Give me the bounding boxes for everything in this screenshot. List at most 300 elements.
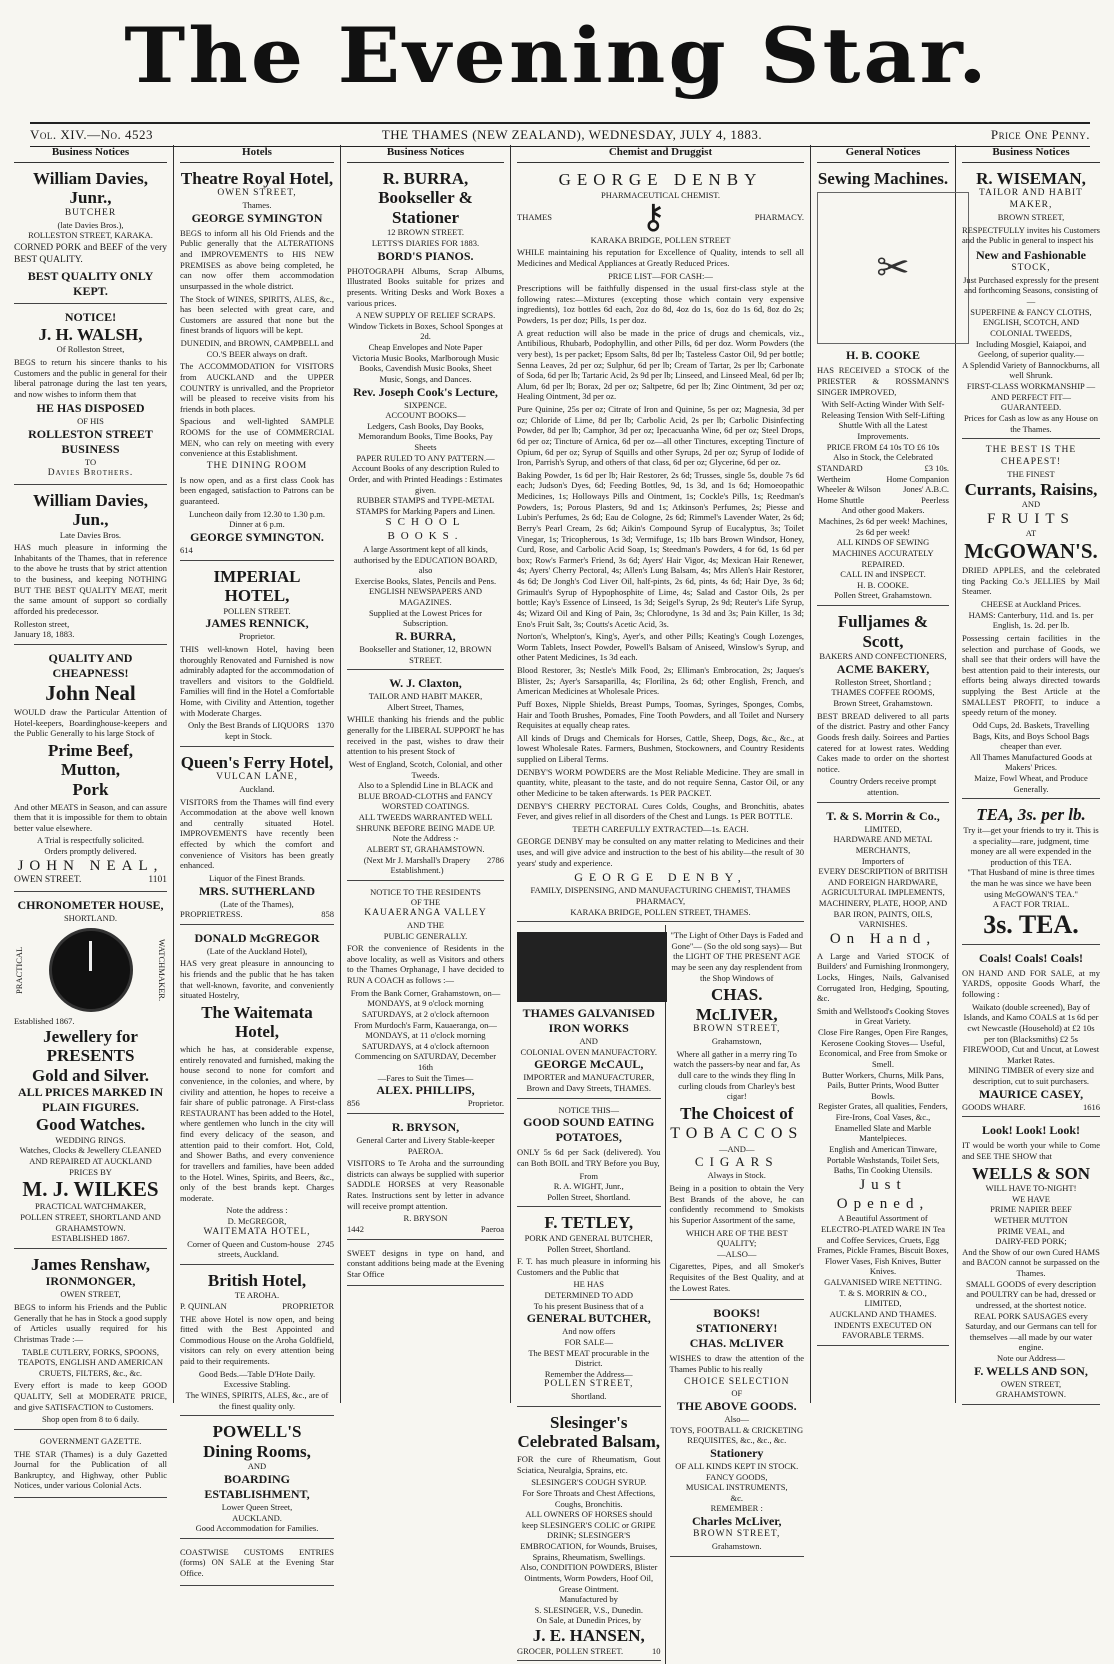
ad-line: KAUAERANGA VALLEY xyxy=(364,908,487,919)
ad-line: AT xyxy=(1025,528,1037,539)
ad-number: 10 xyxy=(652,1645,661,1656)
ad-line: Jones' A.B.C. xyxy=(903,484,949,495)
ad-line: On Hand, xyxy=(829,930,937,947)
ad-name: William Davies, Jun., xyxy=(33,490,148,530)
ad-heading: Coals! Coals! Coals! xyxy=(979,950,1083,965)
ad-number: 2786 xyxy=(487,854,504,865)
ad-wj-claxton xyxy=(347,673,504,881)
ad-body: The Stock of WINES, SPIRITS, ALES, &c., has been selected with great care, and Customers are assured that none but the finest brands of liquors will be kept. xyxy=(180,293,334,336)
split-row xyxy=(517,925,804,1664)
ad-line: BROWN STREET, xyxy=(693,1024,781,1035)
ad-line: CIGARS xyxy=(694,1154,779,1170)
ad-line: THE FINEST xyxy=(1007,468,1055,479)
dateline: THE THAMES (NEW ZEALAND), WEDNESDAY, JULY 4, 1883. xyxy=(381,127,763,142)
ad-sewing-machines xyxy=(817,166,949,606)
issue-info-bar xyxy=(30,122,1090,147)
ad-name: POWELL'S xyxy=(212,1422,302,1442)
ad-line: ALBERT ST, GRAHAMSTOWN. xyxy=(366,843,485,854)
ad-line: FOR SALE— xyxy=(564,1336,613,1347)
ad-line: FANCY GOODS, xyxy=(706,1471,768,1482)
ad-line: PHARMACY. xyxy=(754,212,804,223)
ad-line: 3s. TEA. xyxy=(983,909,1079,939)
ad-line: JAMES RENNICK, xyxy=(205,616,309,631)
ad-line: Late Davies Bros. xyxy=(59,529,122,540)
ad-line: BROWN STREET, xyxy=(693,1529,781,1540)
ad-body: WHILE thanking his friends and the public generally for the LIBERAL SUPPORT he has received in the past, wishes to draw their attention to his present Stock of xyxy=(347,714,504,757)
ad-line: The BEST MEAT procurable in the District. xyxy=(528,1347,650,1369)
ad-line: West of England, Scotch, Colonial, and other Tweeds. xyxy=(348,758,503,780)
ad-body: Every effort is made to keep GOOD QUALITY, Sell at MODERATE PRICE, and give SATISFACTION to Customers. xyxy=(14,1380,167,1412)
ad-william-davies xyxy=(14,166,167,304)
ad-line: STANDARD xyxy=(817,462,863,473)
ad-line: AND xyxy=(1021,499,1041,510)
ad-body: FOR the cure of Rheumatism, Gout Sciatica, Neuralgia, Sprains, etc. xyxy=(517,1454,661,1475)
ad-line: Watches, Clocks & Jewellery CLEANED AND REPAIRED AT AUCKLAND PRICES BY xyxy=(19,1145,162,1177)
ad-number: 1616 xyxy=(1083,1101,1100,1112)
ad-line: And other good Makers. xyxy=(841,505,925,516)
ad-line: SLESINGER'S COUGH SYRUP. xyxy=(531,1477,647,1488)
ad-body: Cigarettes, Pipes, and all Smoker's Requisites of the Best Quality, and at the Lowest Rates. xyxy=(669,1261,804,1293)
ad-line: —Fares to Suit the Times— xyxy=(377,1072,474,1083)
ad-line: PHARMACEUTICAL CHEMIST. xyxy=(600,190,720,200)
ad-line: A Trial is respectfully solicited. xyxy=(37,835,144,846)
ad-line: Home Companion xyxy=(886,473,949,484)
ad-line: Pork xyxy=(72,779,109,799)
ad-line: REAL PORK SAUSAGES every Saturday, and our Germans can tell for themselves —all made by our water engine. xyxy=(965,1310,1097,1353)
ad-line: Mutton, xyxy=(60,760,121,780)
ad-heading: Look! Look! Look! xyxy=(981,1123,1081,1138)
ad-line: The WINES, SPIRITS, ALES, &c., are of the finest quality only. xyxy=(185,1389,329,1411)
ad-line: TEA, 3s. per lb. xyxy=(976,805,1086,825)
ad-body: Being in a position to obtain the Very Best Brands of the above, he can confidently recommend to Smokists his Superior Assortment of the same, xyxy=(669,1183,804,1225)
ad-line: Currants, Raisins, xyxy=(964,479,1098,499)
ad-line: GOODS WHARF. xyxy=(962,1101,1026,1112)
ad-name: Slesinger's Celebrated Balsam, xyxy=(517,1412,661,1452)
ad-line: Prime Beef, xyxy=(48,740,133,760)
ad-line: Just Purchased expressly for the present and forthcoming Seasons, consisting of— xyxy=(963,274,1099,307)
ad-line: Jewellery for PRESENTS xyxy=(43,1026,138,1066)
ad-powells-dining-rooms xyxy=(180,1419,334,1539)
ad-line: GENERAL BUTCHER, xyxy=(526,1311,651,1326)
ad-slesinger-balsam xyxy=(517,1410,661,1661)
ad-body: RESPECTFULLY invites his Customers and the Public in general to inspect his xyxy=(962,224,1100,246)
column-heading: Chemist and Druggist xyxy=(517,145,804,163)
ad-line: PROPRIETRESS. xyxy=(180,909,243,920)
ad-body: which he has, at considerable expense, entirely renovated and furnished, making the house second to none for comfort and convenience, in the colonies, and where, by civility and attention, he hopes to receive a fair share of public patronage. A First-class RESTAURANT has been added to the Hotel, where gentlemen who lunch in the city will find every delicacy of the season, and attention paid to their comfort. Hot, Cold, and Shower Baths, and every convenience for travellers and families, have been added to the Hotel. Wines, Spirits, and Beers, &c., only of the best brands kept. Charges moderate. xyxy=(180,1044,334,1203)
ad-line: For Sore Throats and Chest Affections, Coughs, Bronchitis. xyxy=(522,1487,656,1509)
column-1 xyxy=(8,145,174,1491)
ad-line: Pollen Street, Shortland. xyxy=(547,1243,631,1254)
ad-theatre-royal-hotel xyxy=(180,166,334,561)
ad-line: POLLEN STREET. xyxy=(223,605,291,616)
ad-line: Butter Workers, Churns, Milk Pans, Pails, Butter Prints, Wood Butter Bowls. xyxy=(822,1069,944,1101)
ad-heading: NOTICE! xyxy=(64,309,117,324)
ad-line: HARDWARE AND METAL MERCHANTS, xyxy=(833,834,933,855)
ad-line: THE DINING ROOM xyxy=(206,460,308,471)
ad-r-wiseman xyxy=(962,166,1100,439)
ad-side-label: WATCHMAKER. xyxy=(157,938,167,1001)
ad-line: Waikato (double screened), Bay of Islands, and Kamo COALS at 1s 6d per cwt Newcastle (Household) at £2 10s per ton (Blacksmiths) £2 5s xyxy=(963,1001,1099,1044)
ad-line: Machines, 2s 6d per week! Machines, 2s 6d per week! xyxy=(818,516,948,537)
ad-body: GEORGE DENBY may be consulted on any matter relating to Medicines and their uses, and will give advice and instruction to the best of his ability—the result of 30 years' study and experience. xyxy=(517,836,804,868)
ad-body: HAS RECEIVED a STOCK of the PRIESTER & ROSSMANN'S SINGER IMPROVED, xyxy=(817,365,949,397)
ad-line: WETHER MUTTON xyxy=(994,1214,1068,1225)
ad-line: GOOD SOUND EATING POTATOES, xyxy=(523,1115,655,1145)
column-6 xyxy=(956,145,1106,1403)
ad-body: F. T. has much pleasure in informing his Customers and the Public that xyxy=(517,1256,661,1277)
ad-line: Albert Street, Thames, xyxy=(387,701,464,712)
ad-line: ROLLESTON STREET BUSINESS xyxy=(28,427,153,457)
column-4 xyxy=(511,145,811,1656)
ad-line: COLONIAL OVEN MANUFACTORY. xyxy=(520,1046,657,1057)
ad-line: GRAHAMSTOWN. xyxy=(996,1389,1066,1400)
ad-body: ONLY 5s 6d per Sack (delivered). You can Both BOIL and TRY Before you Buy, xyxy=(517,1147,661,1168)
ad-line: AND xyxy=(247,1461,267,1472)
ad-line: CHEESE at Auckland Prices. xyxy=(980,599,1082,610)
ad-line: SCHOOL BOOKS. xyxy=(385,516,466,543)
ad-sign: F. WELLS AND SON, xyxy=(974,1363,1088,1378)
ad-line: Country Orders receive prompt attention. xyxy=(829,776,937,798)
masthead xyxy=(0,0,1114,112)
ad-sign: T. & S. MORRIN & CO., xyxy=(839,1287,927,1298)
ad-imperial-hotel xyxy=(180,564,334,747)
ad-line: Register Grates, all qualities, Fenders, Fire-Irons, Coal Vases, &c., Enamelled Slate and Marble Mantelpieces. xyxy=(818,1101,948,1144)
ad-line: ALL KINDS OF SEWING MACHINES ACCURATELY REPAIRED. xyxy=(832,537,934,569)
ad-body: THE above Hotel is now open, and being fitted with the Best Appointed and Commodious House on the Aroha Goldfield, visitors can rely on every attention being paid to their requirements. xyxy=(180,1313,334,1367)
ad-line: Thames. xyxy=(242,200,272,211)
ad-line: SHORTLAND. xyxy=(63,913,118,924)
ad-line: Importers of xyxy=(861,855,905,866)
ad-body: THE STAR (Thames) is a duly Gazetted Journal for the Publication of all Bankruptcy, and Highway, other Public Notices, under various Colonial Acts. xyxy=(14,1448,167,1491)
ad-thames-iron-works xyxy=(517,925,661,1099)
ad-line: OWEN STREET. xyxy=(14,875,82,886)
ad-body: HAS very great pleasure in announcing to his friends and the public that he has taken that well-known, favorite, and conveniently situated Hostelry, xyxy=(180,958,334,1001)
ad-line: VULCAN LANE, xyxy=(216,772,298,783)
ad-line: DUNEDIN, and BROWN, CAMPBELL and CO.'S BEER always on draft. xyxy=(180,338,334,359)
ad-line: GEORGE SYMINGTON xyxy=(191,210,323,225)
ad-body: Blood Restorer, 3s; Nestle's Milk Food, 2s; Elliman's Embrocation, 2s; Jaques's Blister, 2s; Ayer's Sarsaparilla, 4s; Florilina, 2s 6d; other English, French, and American Medicines at Wholesale Prices. xyxy=(517,665,804,697)
ad-body: VISITORS from the Thames will find every Accommodation at the above well known and centrally situated Hotel. IMPROVEMENTS have recently been effected by which the comfort and convenience of Visitors has been greatly enhanced. xyxy=(180,796,334,871)
ad-line: Note our Address— xyxy=(997,1353,1065,1364)
ad-line: TO xyxy=(84,457,97,468)
ad-line: Always in Stock. xyxy=(707,1170,766,1181)
ad-line: Ledgers, Cash Books, Day Books, Memorandum Books, Time Books, Pay Sheets xyxy=(358,420,493,453)
ad-number: 2745 xyxy=(317,1238,334,1249)
ad-line: Established 1867. xyxy=(14,1015,75,1026)
ad-body: HAS much pleasure in informing the Inhabitants of the Thames, that in reference to the above he trusts that by strict attention to the business, and keeping NOTHING BUT THE BEST QUALITY MEAT, merit the same amount of support so cordially afforded his predecessor. xyxy=(14,542,167,616)
ad-number: 1442 xyxy=(347,1223,364,1234)
ad-body: A great reduction will also be made in the price of drugs and chemicals, viz., Antibilious, Rhubarb, Podophyllin, and other Pills, 6d per doz. Worm Powders (the very best), 1s per packet; Epsom Salts, 8d per lb; Tasteless Castor Oil, 9d per bottle; Senna Leaves, 2d per oz; Sulphur, 6d per lb; Cream of Tartar, 2s per lb; Carbonate of Soda, 6d per lb; Tartaric Acid, 2s 9d per lb; Linseed, and Linseed Meal, 6d per lb; Alum, 6d per lb; Borax, 2d per oz; Saltpetre, 6d per lb; Zinc Ointment, 3d per oz; Healing Ointment, 3d per oz. xyxy=(517,327,804,402)
ad-line: ALL PRICES MARKED IN PLAIN FIGURES. xyxy=(17,1085,164,1115)
ad-line: BROWN STREET, xyxy=(997,212,1065,223)
stove-illustration xyxy=(517,932,667,1002)
ad-heading: THE BEST IS THE CHEAPEST! xyxy=(985,445,1077,468)
sewing-machine-illustration: ✂ xyxy=(817,192,969,344)
ad-name: The Waitemata Hotel, xyxy=(201,1002,313,1042)
ad-line: HE HAS DISPOSED xyxy=(36,401,145,416)
ad-sign: R. BURRA, xyxy=(395,628,456,643)
ad-body: Is now open, and as a first class Cook has been engaged, satisfaction to Patrons can be guaranteed. xyxy=(180,474,334,507)
ad-line: MUSICAL INSTRUMENTS, xyxy=(685,1482,788,1493)
ad-body: SWEET designs in type on hand, and constant additions being made at the Evening Star Office xyxy=(347,1247,504,1279)
ad-line: AUCKLAND. xyxy=(232,1512,282,1523)
ad-line: Liquor of the Finest Brands. xyxy=(208,872,306,883)
ad-sign: Charles McLiver, xyxy=(691,1514,782,1529)
ad-line: Orders promptly delivered. xyxy=(44,846,137,857)
ad-chas-mcliver-tobacco xyxy=(670,925,805,1300)
ad-line: MINING TIMBER of every size and description, cut to suit purchasers. xyxy=(968,1065,1094,1087)
ad-line: Proprietor. xyxy=(467,1098,504,1109)
ad-fulljames-scott xyxy=(817,609,949,803)
ad-body: COASTWISE CUSTOMS ENTRIES (forms) ON SALE at the Evening Star Office. xyxy=(180,1546,334,1579)
ad-line: Good Accommodation for Families. xyxy=(195,1523,319,1534)
ad-name: British Hotel, xyxy=(207,1270,307,1290)
ad-line: WE HAVE xyxy=(1012,1193,1050,1204)
ad-line: (Late of the Thames), xyxy=(220,898,294,909)
ad-line: PRICE FROM £4 10s TO £6 10s xyxy=(826,441,940,452)
ad-line: From Murdoch's Farm, Kauaeranga, on— MONDAYS, at 11 o'clock morning SATURDAYS, at 4 o'clock afternoon Commencing on SATURDAY, December 16th xyxy=(354,1019,497,1073)
ad-line: OF ALL KINDS KEPT IN STOCK. xyxy=(675,1460,799,1471)
ad-body: VISITORS to Te Aroha and the surrounding districts can always be supplied with superior SADDLE HORSES at very Reasonable Rates. Instructions sent by letter in advance will receive prompt attention. xyxy=(347,1158,504,1211)
ad-line: ACCOUNT BOOKS— xyxy=(385,410,466,421)
ad-line: Corner of Queen and Custom-house streets, Auckland. xyxy=(187,1238,310,1260)
ad-body: The ACCOMMODATION for VISITORS from AUCKLAND and the UPPER COUNTRY is unrivalled, and the Proprietor will be pleased to receive visits from his friends in both places. xyxy=(180,361,334,414)
ad-heading: PRICE LIST—FOR CASH:— xyxy=(608,270,713,281)
ad-line: Prices for Cash as low as any House on the Thames. xyxy=(963,412,1099,434)
ad-line: Smith and Wellstood's Cooking Stoves in Great Variety. xyxy=(817,1005,949,1027)
ad-line: General Carter and Livery Stable-keeper PAEROA. xyxy=(356,1134,495,1156)
ad-line: Maize, Fowl Wheat, and Produce Generally. xyxy=(974,773,1088,794)
ad-name: THAMES GALVANISED IRON WORKS xyxy=(522,1006,655,1036)
ad-line: BAKERS AND CONFECTIONERS, xyxy=(819,651,947,662)
ad-chas-mcliver-books xyxy=(670,1303,805,1556)
ad-body: Baking Powder, 1s 6d per lb; Hair Restorer, 2s 6d; Trusses, single 5s, double 7s 6d each; Judson's Dyes, 6d; Feeding Bottles, 9d, 1s 3d, and 1s 6d; Homoeopathic Medicines, 1s; Holloways Pills and Ointment, 1s; Cockle's Pills, 1s; Reedman's Powders, 1s; Porous Plasters, 9d and 1s; Atkinson's Perfumes, 2s; Piesse and Lubin's Perfumes, 2s 6d; Eau de Cologne, 2s 6d; Rimmel's Lavender Water, 2s 6d; Berry's Pearl Cream, 2s 6d; Aikin's Compound Syrup of Eucalyptus, 3s; Toilet Vinegar, 1s; Tricopherous, 1s 3d; Vermifuge, 1s; 1lb bars Brown Windsor, Honey, Curd, Rose, and Carbolic Acid Soap, 1s; Steedman's Powders, 4 for 6d, 1s 6d per box; Row's Farmer's Friend, 3s 6d; Ayers' Hair Vigor, 4s; Mexican Hair Renewer, 4s; Ayers' Cherry Pectoral, 4s; Allen's Lung Balsam, 4s; Mrs Allen's Hair Restorer, 4s 6d; De Jongh's Cod Liver Oil, half-pints, 2s 6d, pints, 4s 6d; Hair Dye, 3s 6d; Grimault's Syrup of Hypophosphite of Lime, 4s; Salad and Castor Oils, 2s per bottle; Kay's Essence of Linseed, 1s 3d; Seigel's Syrup, 2s 9d; Reuter's Life Syrup, 4s; Wizard Oil and King of Pain, 3s; Chlorodyne, 1s 3d and 3s; Pain Killer, 1s 3d; Eno's Fruit Salt, 3s; Coutts's Acetic Acid, 3s. xyxy=(517,469,804,629)
ad-line: HE HAS xyxy=(573,1279,604,1290)
column-heading: Business Notices xyxy=(347,145,504,163)
ad-line: BOARDING ESTABLISHMENT, xyxy=(204,1471,310,1501)
ad-body: WOULD draw the Particular Attention of Hotel-keepers, Boardinghouse-keepers and the Public Generally to his large Stock of xyxy=(14,707,167,739)
ad-line: OWEN STREET, xyxy=(217,188,297,199)
ad-line: IMPORTER and MANUFACTURER, xyxy=(523,1072,655,1083)
ad-line: ALL OWNERS OF HORSES should keep SLESINGER'S COLIC or GRIPE DRINK; SLESINGER'S EMBROCATION, for Wounds, Bruises, Sprains, Rheumatism, Swellings. xyxy=(520,1509,658,1562)
clock-icon xyxy=(49,928,133,1012)
ad-body: BEST BREAD delivered to all parts of the district. Pastry and other Fancy Goods fresh daily. Soirees and Parties catered for at lowest rates. Wedding Cakes made to order on the shortest notice. xyxy=(817,710,949,774)
subcolumn-right xyxy=(666,925,805,1664)
ad-line: Davies Brothers. xyxy=(47,467,134,478)
ad-line: PUBLIC GENERALLY. xyxy=(383,930,468,941)
column-3 xyxy=(341,145,511,1403)
ad-tea xyxy=(962,802,1100,944)
ad-body: DRIED APPLES, and the celebrated ting Packing Co.'s JELLIES by Mail Steamer. xyxy=(962,565,1100,597)
ad-name: R. BRYSON, xyxy=(391,1119,460,1134)
ad-line: RUBBER STAMPS and TYPE-METAL STAMPS for Marking Papers and Linen. xyxy=(355,495,496,516)
ad-line: PAPER RULED TO ANY PATTERN.— xyxy=(356,452,495,463)
column-heading: General Notices xyxy=(817,145,949,163)
ad-line: Also— xyxy=(724,1414,750,1425)
ad-line: PRIME VEAL, and xyxy=(997,1225,1065,1236)
ad-line: TOYS, FOOTBALL & CRICKETING REQUISITES, &c., &c., &c. xyxy=(670,1424,804,1446)
ad-line: OF HIS xyxy=(77,416,104,427)
ad-body: All kinds of Drugs and Chemicals for Horses, Cattle, Sheep, Dogs, &c., &c., at lowest Wholesale Rates. Farmers, Bushmen, Stockowners, and Country Residents supplied on Liberal Terms. xyxy=(517,732,804,764)
ad-line: Grahamstown, xyxy=(711,1036,762,1047)
ad-line: (Next Mr J. Marshall's Drapery Establishment.) xyxy=(363,854,471,876)
ad-line: Wertheim xyxy=(817,473,851,484)
ad-line: Try it—get your friends to try it. This is a speciality—rare, judgment, time money are all were expended in the production of this TEA. xyxy=(963,824,1099,867)
ad-body: Prescriptions will be faithfully dispensed in the usual first-class style at the following rates:—Mixtures (excepting those which contain very expensive ingredients), 1oz bottles 6d each, 2oz do 8d, 4oz do 1s, 6oz do 1s 6d, 8oz do 2s; Powders, 1s per doz; Pills, 1s per doz. xyxy=(517,283,804,325)
ad-line: And now offers xyxy=(562,1326,616,1337)
column-2 xyxy=(174,145,341,1579)
ad-line: BORD'S PIANOS. xyxy=(377,248,474,263)
ad-line: Pollen Street, Grahamstown. xyxy=(834,590,932,601)
ad-line: Rolleston street, xyxy=(14,618,70,629)
ad-jh-walsh xyxy=(14,307,167,485)
ad-body: Possessing certain facilities in the selection and purchase of Goods, we shall see that their orders will have the best attention paid to their interests, our efforts being always directed towards supplying the Best Article at the SMALLEST PROFIT, to induce a speedy return of the money. xyxy=(962,632,1100,718)
column-heading: Hotels xyxy=(180,145,334,163)
ad-line: Brown Street, Grahamstown. xyxy=(833,698,933,709)
ad-line: FAMILY, DISPENSING, AND MANUFACTURING CHEMIST, THAMES PHARMACY, xyxy=(530,885,791,906)
ad-line: AUCKLAND AND THAMES. xyxy=(829,1308,937,1319)
ad-line: Exercise Books, Slates, Pencils and Pens. xyxy=(354,575,497,586)
ad-line: BOOKS! xyxy=(713,1306,761,1321)
ad-line: From xyxy=(579,1170,598,1181)
ad-line: OWEN STREET, xyxy=(60,1289,121,1300)
ad-name: CHAS. McLIVER xyxy=(689,1336,784,1351)
ad-line: Remember the Address— xyxy=(544,1368,633,1379)
ad-line: Supplied at the Lowest Prices for Subscription. xyxy=(368,607,483,629)
ad-line: Of Rolleston Street, xyxy=(56,344,125,355)
ad-line: WHICH ARE OF THE BEST QUALITY; xyxy=(685,1227,788,1249)
ad-name: M. J. WILKES xyxy=(22,1177,159,1202)
key-icon: ⚷ xyxy=(640,198,666,236)
ad-line: Bookseller and Stationer, 12, BROWN STREET. xyxy=(359,643,492,665)
ad-line: Brown and Davy Streets, THAMES. xyxy=(526,1083,651,1093)
ad-line: Bookseller & Stationer xyxy=(378,188,473,227)
ad-line: LETTS'S DIARIES FOR 1883. xyxy=(371,238,480,249)
ad-davies-jun xyxy=(14,488,167,645)
ad-line: AND xyxy=(579,1036,598,1047)
ad-body: CORNED PORK and BEEF of the very BEST QUALITY. xyxy=(14,242,167,265)
ad-sign: MRS. SUTHERLAND xyxy=(198,883,315,898)
ad-line: Shortland. xyxy=(571,1391,607,1402)
ad-name: W. J. Claxton, xyxy=(389,676,462,691)
ad-line: SIXPENCE. xyxy=(404,399,447,410)
ad-line: Shop open from 8 to 6 daily. xyxy=(42,1414,139,1425)
ad-line: THAMES COFFEE ROOMS, xyxy=(831,687,935,698)
ad-line: Also, CONDITION POWDERS, Blister Ointments, Worm Powders, Hoof Oil, Grease Ointment. xyxy=(520,1562,658,1594)
ad-name: John Neal xyxy=(45,680,136,705)
ad-line: HAMS: Canterbury, 11d. and 1s. per English, 1s. 2d. per lb. xyxy=(968,609,1094,631)
ad-british-hotel xyxy=(180,1268,334,1416)
ad-name: William Davies, Junr., xyxy=(33,168,148,208)
ad-line: A Splendid Variety of Bannockburns, all well Shrunk. xyxy=(962,359,1100,381)
ad-line: 12 BROWN STREET. xyxy=(386,227,465,238)
ad-line: A Beautiful Assortment of ELECTRO-PLATED WARE IN Tea and Coffee Services, Cruets, Egg Frames, Pickle Frames, Biscuit Boxes, Flower Vases, Fish Knives, Butter Knives. xyxy=(817,1213,949,1277)
ad-line: P. QUINLAN xyxy=(180,1300,227,1311)
ad-morrin-co xyxy=(817,806,949,1346)
ad-r-bryson xyxy=(347,1117,504,1240)
ad-line: (Late of the Auckland Hotel), xyxy=(206,945,308,956)
ad-line: Good Watches. xyxy=(35,1115,146,1135)
ad-line: WILL HAVE TO-NIGHT! xyxy=(985,1183,1077,1194)
ad-potatoes xyxy=(517,1102,661,1208)
ad-line: Account Books of any description Ruled to Order, and with Printed Headings : Estimates given. xyxy=(348,463,503,495)
ad-number: 1101 xyxy=(148,875,167,886)
columns xyxy=(8,145,1106,1656)
ad-queens-ferry-hotel xyxy=(180,750,334,925)
ad-line: TAILOR AND HABIT MAKER, xyxy=(368,691,483,702)
ad-line: Grahamstown. xyxy=(711,1540,762,1551)
ad-line: Cheap Envelopes and Note Paper xyxy=(368,342,483,353)
ad-name: GEORGE DENBY xyxy=(558,169,763,189)
ad-line: LIMITED, xyxy=(864,1298,902,1309)
ad-sign: ALEX. PHILLIPS, xyxy=(376,1083,475,1098)
ad-body: BEGS to inform his Friends and the Public Generally that he has in Stock a good supply of Articles usually required for his Christmas Trade :— xyxy=(14,1302,167,1344)
ad-number: 856 xyxy=(347,1098,360,1109)
ad-body: THIS well-known Hotel, having been thoroughly Renovated and Furnished is now admirably adapted for the accommodation of travellers and visitors to the Goldfield. Families will find in the Hotel a Comfortable Home, with Civility and Attention, together with Moderate Charges. xyxy=(180,643,334,718)
ad-body: Norton's, Whelpton's, King's, Ayer's, and other Pills; Keating's Cough Lozenges, Worm Tablets, Insect Powder, Powell's Balsam of Aniseed, Winslow's Syrup, and other Patent Medicines, 1s 3d each. xyxy=(517,631,804,663)
ad-line: OF xyxy=(731,1388,743,1399)
ad-line: LIMITED, xyxy=(864,823,902,834)
ad-line: DONALD McGREGOR xyxy=(194,930,320,945)
column-heading: Business Notices xyxy=(962,145,1100,163)
ad-body: PHOTOGRAPH Albums, Scrap Albums, Illustrated Books suitable for prizes and presents. Writing Desks and Work Boxes a various prices. xyxy=(347,265,504,308)
ad-sign: MAURICE CASEY, xyxy=(978,1086,1084,1101)
ad-line: Peerless xyxy=(921,494,949,505)
ad-line: TOBACCOS xyxy=(670,1124,804,1142)
ad-heading: NOTICE TO THE RESIDENTS xyxy=(370,886,481,897)
ad-sign: R. A. WIGHT, Junr., xyxy=(553,1181,624,1192)
ad-line: —ALSO— xyxy=(717,1248,757,1259)
ad-line: Victoria Music Books, Marlborough Music Books, Cavendish Music Books, Sheet Music, Songs, and Dances. xyxy=(351,352,500,384)
ad-line: THE ABOVE GOODS. xyxy=(676,1399,797,1414)
ad-body: BEGS to return his sincere thanks to his Customers and the public in general for their liberal patronage during the last ten years, and now wishes to inform them that xyxy=(14,356,167,399)
ad-line: A FACT FOR TRIAL. xyxy=(992,899,1070,910)
ad-line: (late Davies Bros.), xyxy=(57,219,124,230)
ad-line: Home Shuttle xyxy=(817,494,864,505)
ad-sweet-designs xyxy=(347,1243,504,1287)
ad-line: FIREWOOD, Cut and Uncut, at Lowest Market Rates. xyxy=(962,1044,1100,1065)
ad-line: —AND— xyxy=(719,1143,755,1154)
ad-body: Puff Boxes, Nipple Shields, Breast Pumps, Toomas, Syringes, Sponges, Combs, Hair and Tooth Brushes, Pomades, Fine Tooth Powders, and all Toilet and Nursery Requisites at equally cheap rates. xyxy=(517,698,804,731)
newspaper-title: The Evening Star. xyxy=(124,11,990,101)
ad-sign: GEORGE SYMINGTON. xyxy=(190,529,324,544)
ad-line: Luncheon daily from 12.30 to 1.30 p.m. Dinner at 6 p.m. xyxy=(189,508,325,530)
ad-line: Also in Stock, the Celebrated xyxy=(833,452,933,463)
ad-line: ESTABLISHED 1867. xyxy=(51,1233,130,1244)
ad-body: IT would be worth your while to Come and SEE THE SHOW that xyxy=(962,1140,1100,1161)
ad-line: DAIRY-FED PORK; xyxy=(995,1236,1067,1247)
ad-line: Gold and Silver. xyxy=(32,1065,149,1085)
ad-line: SMALL GOODS of every description and POULTRY can be had, dressed or undressed, at the shortest notice. xyxy=(966,1278,1096,1310)
ad-line: Also to a Splendid Line in BLACK and BLUE BROAD-CLOTHS and FANCY WORSTED COATINGS. xyxy=(358,780,493,812)
ad-body: Where all gather in a merry ring To watch the passers-by near and far, As dull care to the winds they fling In curling clouds from Charley's best cigar! xyxy=(673,1048,800,1102)
ad-body: FOR the convenience of Residents in the above locality, as well as Visitors and others to the Thames Orphanage, I have decided to RUN A COACH as follows :— xyxy=(347,943,504,986)
ad-name: CHAS. McLIVER, xyxy=(695,985,778,1024)
ad-name: Queen's Ferry Hotel, xyxy=(180,752,334,772)
column-heading: Business Notices xyxy=(14,145,167,163)
ad-name: T. & S. Morrin & Co., xyxy=(826,808,940,823)
ad-line: GEORGE McCAUL, xyxy=(534,1057,644,1072)
ad-heading: NOTICE THIS— xyxy=(558,1104,620,1115)
ad-line: Manufactured by xyxy=(559,1594,618,1605)
ad-line: With Self-Acting Winder With Self-Releasing Tension With Self-Lifting Shuttle With all the Latest Improvements. xyxy=(821,399,945,442)
ad-line: Note the address : xyxy=(226,1205,288,1216)
ad-body: WHILE maintaining his reputation for Excellence of Quality, intends to sell all Medicines and Medical Appliances at Greatly Reduced Prices. xyxy=(517,247,804,268)
ad-john-neal xyxy=(14,648,167,892)
ad-line: TABLE CUTLERY, FORKS, SPOONS, TEAPOTS, ENGLISH AND AMERICAN CRUETS, FILTERS, &c., &c. xyxy=(18,1346,163,1378)
ad-line: ALL TWEEDS WARRANTED WELL SHRUNK BEFORE BEING MADE UP. xyxy=(355,812,496,833)
ad-body: "The Light of Other Days is Faded and Gone"— (So the old song says)— But the LIGHT OF THE PRESENT AGE may be seen any day resplendent from the Shop Windows of xyxy=(670,930,804,983)
